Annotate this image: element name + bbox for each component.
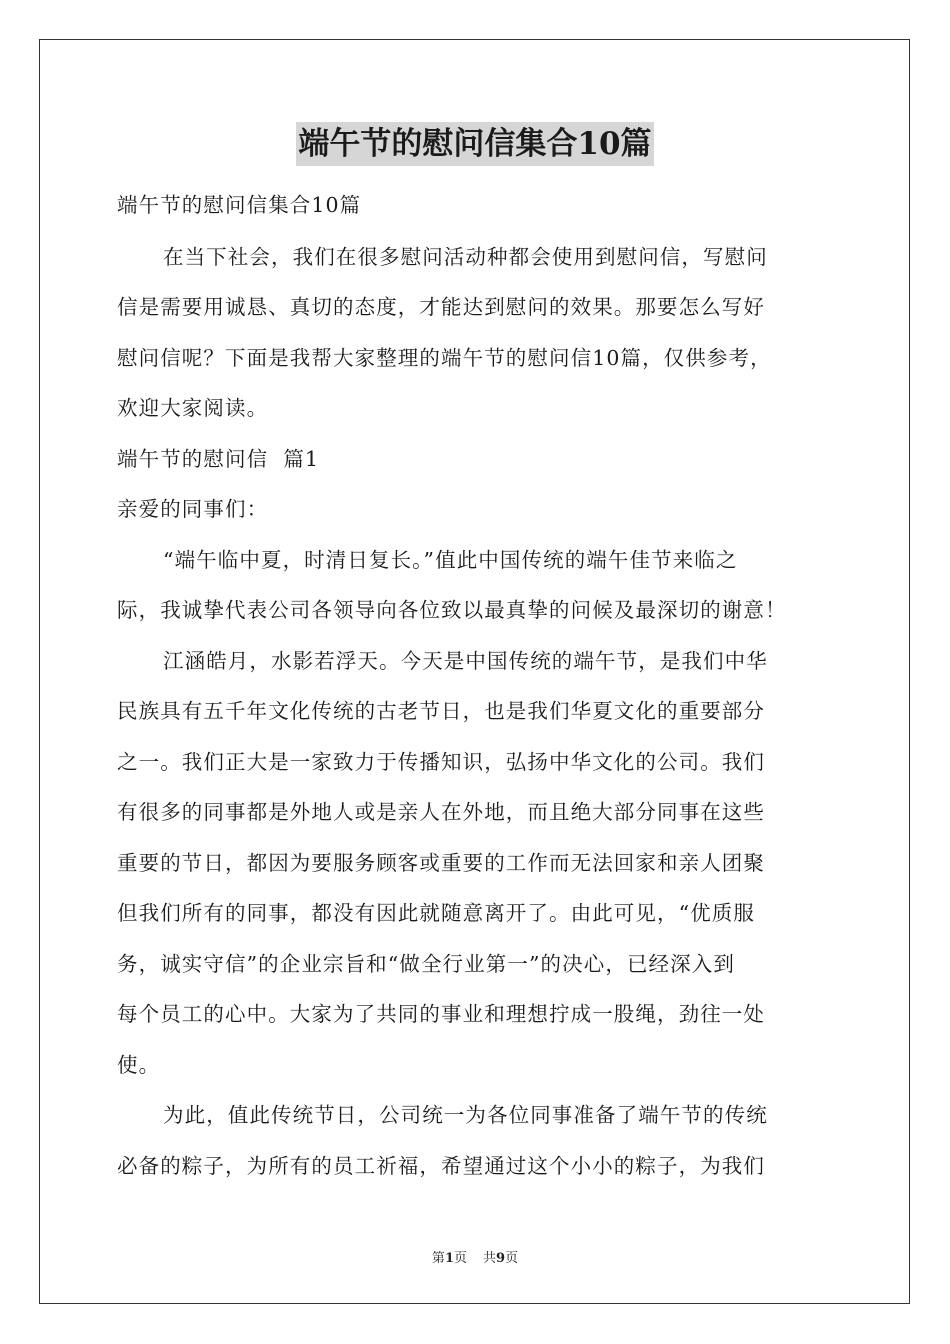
paragraph-line: 每个员工的心中。大家为了共同的事业和理想拧成一股绳，劲往一处 <box>117 1002 765 1026</box>
page-prefix: 第 <box>431 1251 445 1266</box>
paragraph-line: “端午临中夏，时清日复长。”值此中国传统的端午佳节来临之 <box>163 547 738 572</box>
page-footer <box>0 1247 950 1266</box>
paragraph-line: 江涵皓月，水影若浮天。今天是中国传统的端午节，是我们中华 <box>163 648 768 673</box>
paragraph-line: 际，我诚挚代表公司各领导向各位致以最真挚的问候及最深切的谢意！ <box>117 598 787 622</box>
title-container <box>0 122 950 166</box>
page-current: 1 <box>444 1251 454 1266</box>
paragraph-line: 之一。我们正大是一家致力于传播知识，弘扬中华文化的公司。我们 <box>117 749 765 774</box>
paragraph-line: 但我们所有的同事，都没有因此就随意离开了。由此可见，“优质服 <box>117 901 755 925</box>
total-prefix: 共 <box>483 1251 497 1266</box>
document-title: 端午节的慰问信集合10篇 <box>296 122 653 166</box>
paragraph-line: 务，诚实守信”的企业宗旨和“做全行业第一”的决心，已经深入到 <box>117 951 735 976</box>
paragraph-line: 信是需要用诚恳、真切的态度，才能达到慰问的效果。那要怎么写好 <box>117 295 765 319</box>
paragraph-line: 必备的粽子，为所有的员工祈福，希望通过这个小小的粽子，为我们 <box>117 1153 765 1178</box>
document-subtitle: 端午节的慰问信集合10篇 <box>117 193 362 217</box>
paragraph-line: 慰问信呢？下面是我帮大家整理的端午节的慰问信10篇，仅供参考， <box>117 345 772 370</box>
total-suffix: 页 <box>505 1251 519 1266</box>
paragraph-line: 有很多的同事都是外地人或是亲人在外地，而且绝大部分同事在这些 <box>117 800 765 824</box>
paragraph-line: 使。 <box>117 1052 161 1077</box>
paragraph-line: 民族具有五千年文化传统的古老节日，也是我们华夏文化的重要部分 <box>117 699 765 723</box>
salutation: 亲爱的同事们： <box>117 497 269 521</box>
total-pages: 9 <box>496 1251 506 1266</box>
paragraph-line: 为此，值此传统节日，公司统一为各位同事准备了端午节的传统 <box>163 1103 768 1127</box>
paragraph-line: 重要的节日，都因为要服务顾客或重要的工作而无法回家和亲人团聚 <box>117 850 765 875</box>
page-suffix: 页 <box>453 1251 467 1266</box>
document-body <box>117 180 839 1191</box>
section-heading: 端午节的慰问信 篇1 <box>117 446 320 471</box>
paragraph-line: 在当下社会，我们在很多慰问活动种都会使用到慰问信，写慰问 <box>163 244 768 269</box>
paragraph-line: 欢迎大家阅读。 <box>117 396 269 420</box>
